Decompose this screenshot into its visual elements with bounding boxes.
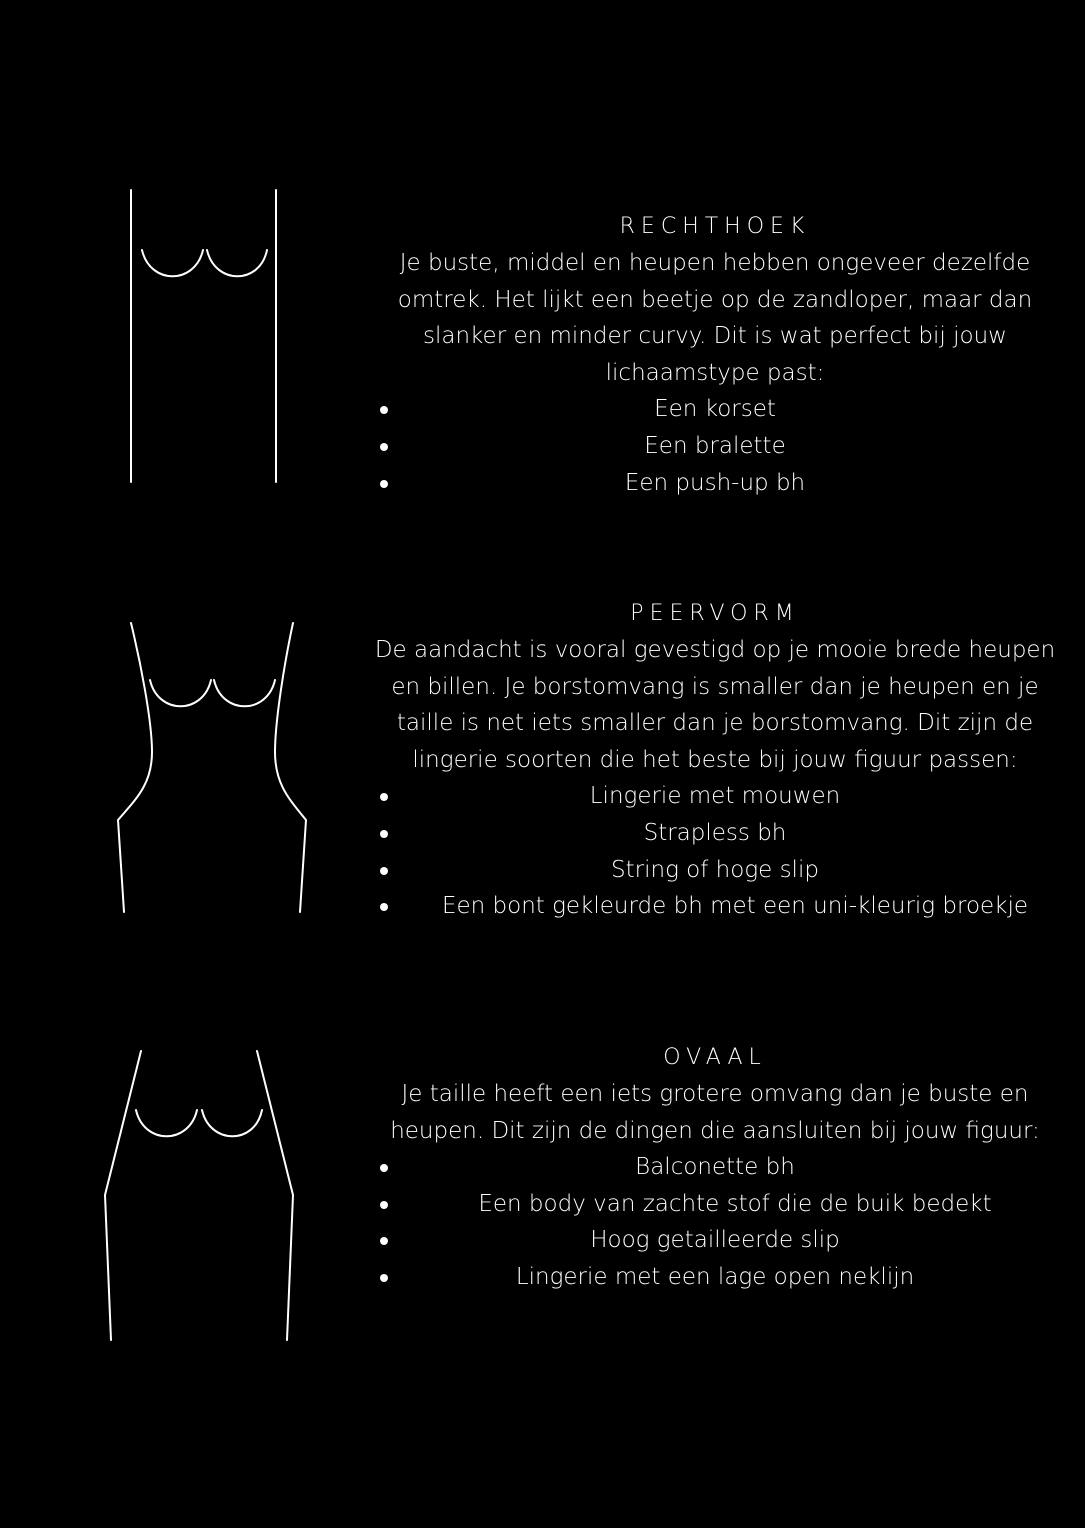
list-item: String of hoge slip (360, 852, 1070, 889)
section-description: Je taille heeft een iets grotere omvang dan je buste en heupen. Dit zijn de dingen die aansluiten bij jouw figuur: (390, 1081, 1040, 1144)
bullet-icon (380, 406, 388, 414)
item-list (360, 778, 1070, 924)
section-title: RECHTHOEK (619, 214, 811, 239)
rectangle-body-shape-icon (0, 0, 340, 520)
bullet-icon (380, 830, 388, 838)
section-title: OVAAL (663, 1045, 767, 1070)
section-description: Je buste, middel en heupen hebben ongeveer dezelfde omtrek. Het lijkt een beetje op de zandloper, maar dan slanker en minder curvy. Dit is wat perfect bij jouw lichaamstype past: (397, 250, 1033, 386)
list-item: Een bralette (360, 428, 1070, 465)
list-item: Balconette bh (360, 1149, 1070, 1186)
bullet-icon (380, 1164, 388, 1172)
list-item: Een bont gekleurde bh met een uni-kleurig broekje (360, 888, 1070, 925)
section-ovaal (0, 1020, 1085, 1380)
bullet-icon (380, 1274, 388, 1282)
bullet-icon (380, 903, 388, 911)
item-list (360, 391, 1070, 501)
list-item: Lingerie met een lage open neklijn (360, 1259, 1070, 1296)
section-rechthoek (0, 0, 1085, 520)
section-description: De aandacht is vooral gevestigd op je mooie brede heupen en billen. Je borstomvang is smaller dan je heupen en je taille is net iets smaller dan je borstomvang. Dit zijn de lingerie soorten die het beste bij jouw figuur passen: (374, 637, 1056, 773)
bullet-icon (380, 443, 388, 451)
section-peervorm (0, 580, 1085, 960)
bullet-icon (380, 1237, 388, 1245)
list-item: Lingerie met mouwen (360, 778, 1070, 815)
pear-body-shape-icon (0, 580, 340, 960)
bullet-icon (380, 793, 388, 801)
item-list (360, 1149, 1070, 1295)
section-title: PEERVORM (630, 601, 800, 626)
bullet-icon (380, 867, 388, 875)
list-item: Een body van zachte stof die de buik bedekt (360, 1186, 1070, 1223)
bullet-icon (380, 1201, 388, 1209)
list-item: Hoog getailleerde slip (360, 1222, 1070, 1259)
list-item: Een push-up bh (360, 465, 1070, 502)
bullet-icon (380, 480, 388, 488)
list-item: Strapless bh (360, 815, 1070, 852)
oval-body-shape-icon (0, 1020, 340, 1380)
list-item: Een korset (360, 391, 1070, 428)
